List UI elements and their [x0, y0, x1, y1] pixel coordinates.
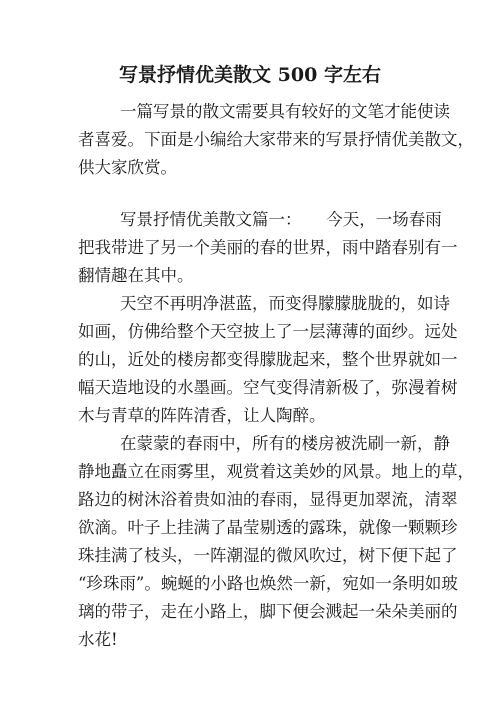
paragraph-line: 天空不再明净湛蓝，而变得朦朦胧胧的，如诗: [120, 294, 450, 313]
document-title: 写景抒情优美散文 500 字左右: [119, 64, 381, 86]
paragraph-line: 如画，仿佛给整个天空披上了一层薄薄的面纱。远处: [78, 322, 458, 341]
paragraph-line: 把我带进了另一个美丽的春的世界，雨中踏春别有一: [78, 238, 458, 257]
paragraph-line: 水花!: [78, 630, 118, 649]
paragraph-line: 的山，近处的楼房都变得朦胧起来，整个世界就如一: [78, 350, 458, 369]
intro-line: 者喜爱。下面是小编给大家带来的写景抒情优美散文，: [78, 130, 474, 149]
paragraph-line: 翻情趣在其中。: [78, 266, 194, 285]
paragraph-line: 欲滴。叶子上挂满了晶莹剔透的露珠，就像一颗颗珍: [78, 518, 458, 537]
intro-line: 一篇写景的散文需要具有较好的文笔才能使读: [120, 102, 450, 121]
paragraph-line: 在蒙蒙的春雨中，所有的楼房被洗刷一新，静: [120, 434, 450, 453]
section-heading-line: 写景抒情优美散文篇一： 今天，一场春雨: [120, 210, 442, 229]
intro-line: 供大家欣赏。: [78, 158, 177, 177]
paragraph-line: “珍珠雨”。蜿蜒的小路也焕然一新，宛如一条明如玻: [78, 574, 458, 593]
paragraph-line: 路边的树沐浴着贵如油的春雨，显得更加翠流，清翠: [78, 490, 458, 509]
paragraph-line: 璃的带子，走在小路上，脚下便会溅起一朵朵美丽的: [78, 602, 458, 621]
paragraph-line: 幅天造地设的水墨画。空气变得清新极了，弥漫着树: [78, 378, 458, 397]
paragraph-line: 珠挂满了枝头，一阵潮湿的微风吹过，树下便下起了: [78, 546, 458, 565]
paragraph-line: 木与青草的阵阵清香，让人陶醉。: [78, 406, 326, 425]
paragraph-line: 静地矗立在雨雾里，观赏着这美妙的风景。地上的草，: [78, 462, 474, 481]
